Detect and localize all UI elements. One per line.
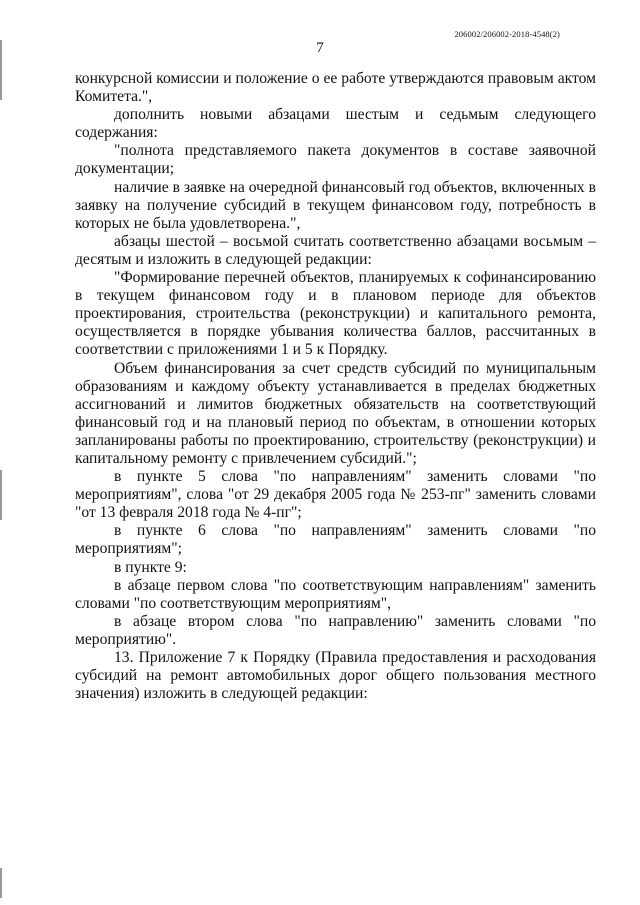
paragraph: "полнота представляемого пакета документов в составе заявочной документации; xyxy=(75,142,596,178)
paragraph: абзацы шестой – восьмой считать соответственно абзацами восьмым – десятым и изложить в следующей редакции: xyxy=(75,232,596,268)
paragraph: в абзаце первом слова "по соответствующим направлениям" заменить словами "по соответствующим мероприятиям", xyxy=(75,576,596,612)
document-id: 206002/206002-2018-4548(2) xyxy=(454,29,560,39)
paragraph: в пункте 6 слова "по направлениям" заменить словами "по мероприятиям"; xyxy=(75,522,596,558)
paragraph: в абзаце втором слова "по направлению" заменить словами "по мероприятию". xyxy=(75,612,596,648)
page-number: 7 xyxy=(316,40,324,56)
paragraph: "Формирование перечней объектов, планируемых к софинансированию в текущем финансовом году и в плановом периоде для объектов проектирования, строительства (реконструкции) и капитального ремонта, осуществляется в порядке убывания количества баллов, рассчитанных в соответствии с приложениями 1 и 5 к Порядку. xyxy=(75,269,596,359)
paragraph: Объем финансирования за счет средств субсидий по муниципальным образованиям и каждому объекту устанавливается в пределах бюджетных ассигнований и лимитов бюджетных обязательств на соответствующий финансовый год и на плановый период по объектам, в отношении которых запланированы работы по проектированию, строительству (реконструкции) и капитальному ремонту с привлечением субсидий."; xyxy=(75,359,596,467)
scan-edge-mark xyxy=(0,868,2,898)
scan-edge-mark xyxy=(0,470,2,520)
paragraph: в пункте 5 слова "по направлениям" заменить словами "по мероприятиям", слова "от 29 декабря 2005 года № 253-пг" заменить словами "от 13 февраля 2018 года № 4-пг"; xyxy=(75,468,596,522)
paragraph: 13. Приложение 7 к Порядку (Правила предоставления и расходования субсидий на ремонт автомобильных дорог общего пользования местного значения) изложить в следующей редакции: xyxy=(75,649,596,703)
paragraph: дополнить новыми абзацами шестым и седьмым следующего содержания: xyxy=(75,106,596,142)
paragraph: наличие в заявке на очередной финансовый год объектов, включенных в заявку на получение субсидий в текущем финансовом году, потребность в которых не была удовлетворена.", xyxy=(75,178,596,232)
document-body xyxy=(75,70,596,703)
paragraph: конкурсной комиссии и положение о ее работе утверждаются правовым актом Комитета.", xyxy=(75,70,596,106)
paragraph: в пункте 9: xyxy=(114,558,187,576)
